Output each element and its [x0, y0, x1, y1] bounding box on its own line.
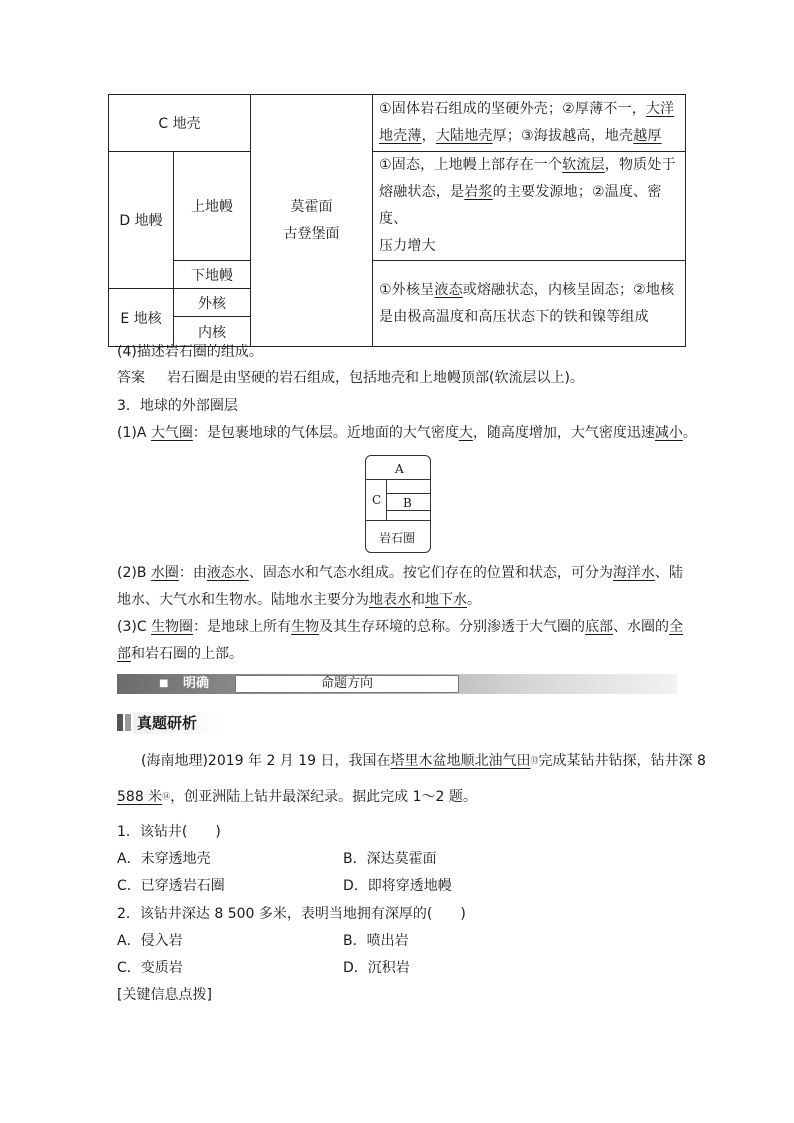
- mantle-cell: D 地幔: [109, 152, 174, 289]
- outer-core-cell: 外核: [174, 289, 251, 317]
- question-2-option-b: B．喷出岩: [343, 933, 409, 949]
- figure-label-a: A: [395, 462, 404, 476]
- figure-divider: [366, 479, 430, 480]
- lower-mantle-cell: 下地幔: [174, 261, 251, 289]
- section-banner: [117, 674, 677, 694]
- question-1-option-c: C．已穿透岩石圈: [117, 878, 225, 894]
- banner-right: 命题方向: [235, 675, 459, 693]
- question-2-option-a: A．侵入岩: [117, 933, 183, 949]
- mantle-description: ①固态，上地幔上部存在一个软流层，物质处于 熔融状态，是岩浆的主要发源地；②温度、密度、 压力增大: [373, 152, 686, 261]
- banner-left: ■ 明确: [117, 674, 235, 694]
- annotation-mark-icon: ⑭: [162, 792, 171, 801]
- key-info-label: [关键信息点拨]: [117, 987, 212, 1003]
- question-2-option-c: C．变质岩: [117, 960, 183, 976]
- inner-core-cell: 内核: [174, 317, 251, 347]
- question-1-option-d: D．即将穿透地幔: [343, 878, 452, 894]
- question-4: (4)描述岩石圈的组成。: [117, 344, 263, 360]
- biosphere-paragraph-line2: 部和岩石圈的上部。: [117, 646, 243, 662]
- figure-label-lithosphere: 岩石圈: [379, 531, 416, 545]
- biosphere-paragraph: (3)C 生物圈：是地球上所有生物及其生存环境的总称。分别渗透于大气圈的底部、水圈的全: [117, 619, 684, 635]
- core-description: ①外核呈液态或熔融状态，内核呈固态；②地核 是由极高温度和高压状态下的铁和镍等组成: [373, 261, 686, 347]
- core-cell: E 地核: [109, 289, 174, 347]
- figure-label-b: B: [403, 496, 412, 510]
- moho-label: 莫霍面: [290, 198, 333, 215]
- figure-divider: [366, 520, 430, 521]
- discontinuity-cell: [251, 95, 373, 347]
- heading-bar-icon: [117, 714, 123, 731]
- atmosphere-paragraph: (1)A 大气圈：是包裹地球的气体层。近地面的大气密度大，随高度增加，大气密度迅速减小。: [117, 425, 697, 441]
- figure-divider: [386, 510, 430, 511]
- answer-label: 答案: [117, 370, 145, 386]
- answer-4: [117, 368, 584, 388]
- crust-description: ①固体岩石组成的坚硬外壳；②厚薄不一，大洋 地壳薄，大陆地壳厚；③海拔越高，地壳越厚: [373, 95, 686, 152]
- earth-spheres-figure: [365, 455, 431, 553]
- annotation-mark-icon: ⑬: [530, 756, 539, 765]
- crust-cell: C 地壳: [109, 95, 251, 152]
- answer-text: 岩石圈是由坚硬的岩石组成，包括地壳和上地幔顶部(软流层以上)。: [167, 370, 584, 386]
- intro-paragraph-line2: 588 米⑭，创亚洲陆上钻井最深纪录。据此完成 1～2 题。: [117, 789, 477, 805]
- question-1-option-a: A．未穿透地壳: [117, 851, 211, 867]
- question-2-option-d: D．沉积岩: [343, 960, 410, 976]
- heading-bar-icon: [125, 714, 131, 731]
- section-3-title: 3．地球的外部圈层: [117, 398, 238, 414]
- intro-paragraph: (海南地理)2019 年 2 月 19 日，我国在塔里木盆地顺北油气田⑬完成某钻井钻探，钻井深 8: [141, 753, 706, 769]
- figure-divider: [386, 493, 430, 494]
- hydrosphere-paragraph-line2: 地水、大气水和生物水。陆地水主要分为地表水和地下水。: [117, 592, 481, 608]
- question-1-stem: 1．该钻井( ): [117, 824, 221, 840]
- question-1-option-b: B．深达莫霍面: [343, 851, 437, 867]
- figure-divider: [386, 479, 387, 520]
- earth-structure-table: [108, 94, 686, 347]
- question-2-stem: 2．该钻井深达 8 500 多米，表明当地拥有深厚的( ): [117, 906, 466, 922]
- gutenberg-label: 古登堡面: [283, 225, 340, 242]
- hydrosphere-paragraph: (2)B 水圈：由液态水、固态水和气态水组成。按它们存在的位置和状态，可分为海洋水、陆: [117, 565, 683, 581]
- figure-label-c: C: [372, 493, 382, 507]
- upper-mantle-cell: 上地幔: [174, 152, 251, 261]
- square-bullet-icon: ■: [159, 678, 169, 689]
